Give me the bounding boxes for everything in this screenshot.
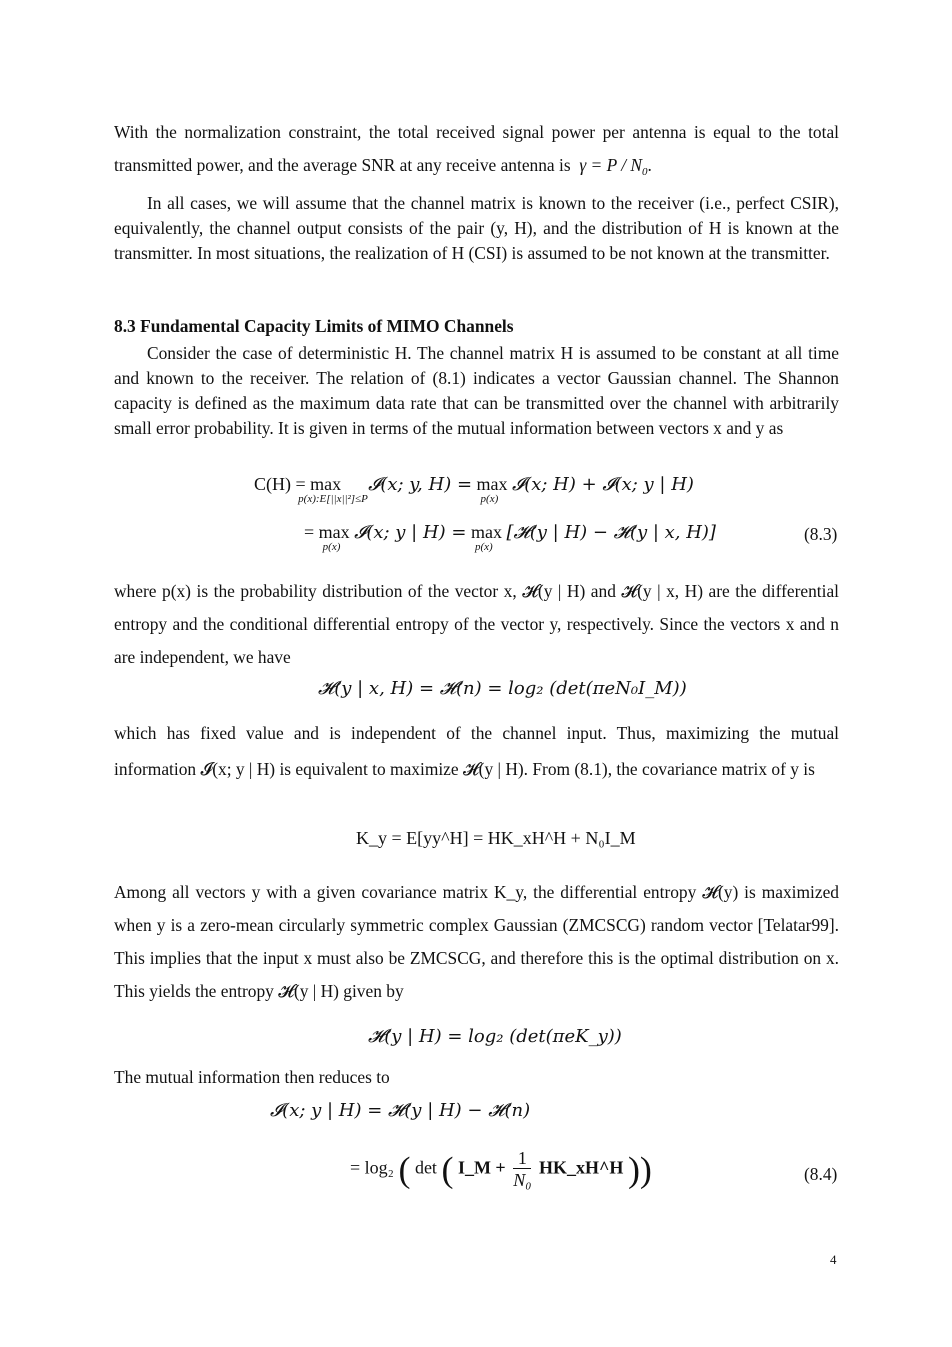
max-operator: max p(x):E[||x||²]≤P [298,474,368,505]
paragraph-maximizing: which has fixed value and is independent of the channel input. Thus, maximizing the mutual information 𝓘(x; y | H) is equivalent to maximize 𝓗(y | H). From (8.1), the covariance matrix of y is [114,723,839,779]
equation-output-entropy: 𝓗(y | H) = log₂ (det(πeK_y)) [368,1026,622,1047]
equation-number-8-3: (8.3) [804,524,838,544]
paragraph-mutual-info-reduces: The mutual information then reduces to [114,1067,390,1087]
capacity-lhs: C(H) = [254,474,306,494]
paragraph-entropy-definitions: where p(x) is the probability distribution of the vector x, 𝓗(y | H) and 𝓗(y | x, H) are the differential entropy and the conditional differential entropy of the vector y, respectively. Since the vectors x and n are independent, we have [114,581,839,667]
equation-8-3-line-2 [304,522,716,553]
equation-noise-entropy: 𝓗(y | x, H) = 𝓗(n) = log₂ (det(πeN₀I_M)) [318,678,687,699]
paragraph-normalization [114,116,839,189]
paragraph-deterministic-channel: Consider the case of deterministic H. The channel matrix H is assumed to be constant at all time and known to the receiver. The relation of (8.1) indicates a vector Gaussian channel. The Shannon capacity is defined as the maximum data rate that can be transmitted over the channel with arbitrarily small error probability. It is given in terms of the mutual information between vectors x and y as [114,343,839,438]
det-term: det [414,1157,437,1178]
equation-number-8-4: (8.4) [804,1164,838,1184]
equals-sign: = [304,522,315,542]
paragraph-text: With the normalization constraint, the total received signal power per antenna is equal to the total transmitted power, and the average SNR at any receive antenna is [114,122,839,175]
equation-covariance: K_y = E[yy^H] = HK_xH^H + N₀I_M [356,828,636,848]
paragraph-zmcscg: Among all vectors y with a given covariance matrix K_y, the differential entropy 𝓗(y) is maximized when y is a zero-mean circularly symmetric complex Gaussian (ZMCSCG) random vector [Telatar99]. This implies that the input x must also be ZMCSCG, and therefore this is the optimal distribution on x. This yields the entropy 𝓗(y | H) given by [114,882,839,1001]
period: . [647,155,652,175]
channel-term: HK_xH^H [538,1157,624,1178]
max-operator: max p(x) [470,522,502,553]
mutual-info-conditional: 𝓘(x; y | H) = [354,522,467,543]
mutual-info-term: 𝓘(x; y, H) = [368,474,473,495]
log-term: = log₂ [350,1157,394,1178]
entropy-difference: [𝓗(y | H) − 𝓗(y | x, H)] [506,522,716,543]
snr-equation: $\gamma = P / N_0$ [579,155,648,178]
equation-8-4-line-2: = log₂ ( det ( I_M + $\frac{1}{\text{N₀}}$ HK_xH^H )) [350,1148,652,1190]
page-number: 4 [830,1252,837,1267]
paragraph-csir: In all cases, we will assume that the channel matrix is known to the receiver (i.e., perfect CSIR), equivalently, the channel output consists of the pair (y, H), and the distribution of H is known at the transmitter. In most situations, the realization of H (CSI) is assumed to be not known at the transmitter. [114,193,839,263]
max-operator: max p(x) [476,474,508,505]
equation-8-3-line-1 [254,474,694,505]
section-heading: 8.3 Fundamental Capacity Limits of MIMO Channels [114,316,514,336]
identity-term: I_M + [457,1157,506,1178]
max-operator: max p(x) [318,522,350,553]
fraction: $\frac{1}{\text{N₀}}$ [513,1148,532,1190]
equation-8-4-line-1: 𝓘(x; y | H) = 𝓗(y | H) − 𝓗(n) [270,1100,531,1121]
mutual-info-sum: 𝓘(x; H) + 𝓘(x; y | H) [512,474,694,495]
